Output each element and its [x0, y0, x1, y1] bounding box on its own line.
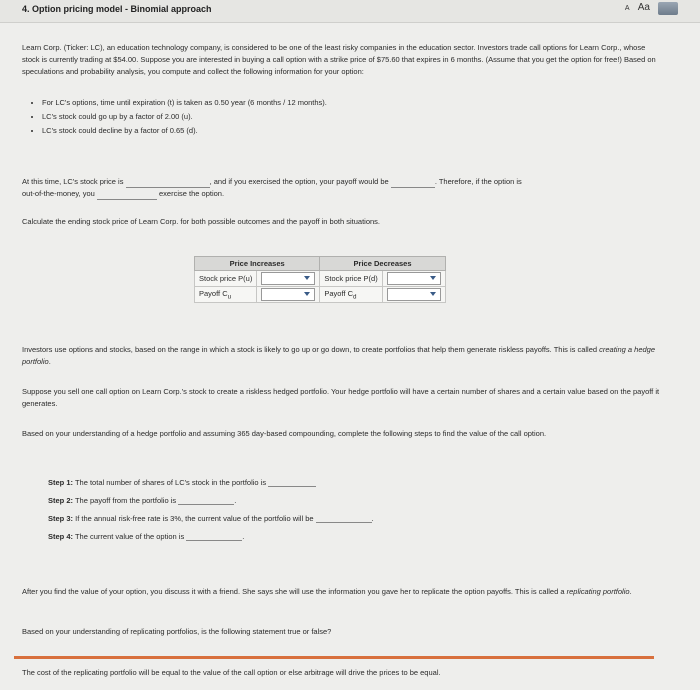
step-2: Step 2: The payoff from the portfolio is . [48, 496, 237, 505]
bullet-item: • For LC's options, time until expiration (t) is taken as 0.50 year (6 months / 12 months). [42, 96, 327, 110]
header-bar [0, 0, 700, 23]
moneyness-question [22, 176, 662, 200]
bullet-item: • LC's stock could go up by a factor of 2.00 (u). [42, 110, 327, 124]
step-1-dropdown[interactable] [268, 486, 316, 487]
font-size-control[interactable] [625, 2, 650, 13]
moneyness-text: exercise the option. [159, 189, 225, 198]
step-3: Step 3: If the annual risk-free rate is 3%, the current value of the portfolio will be . [48, 514, 374, 523]
payoff-down-select[interactable] [387, 288, 441, 301]
moneyness-text: . Therefore, if the option is [434, 177, 522, 186]
bullet-item: • LC's stock could decline by a factor of 0.65 (d). [42, 124, 327, 138]
step-4-input[interactable] [186, 540, 242, 541]
sell-paragraph: Suppose you sell one call option on Learn Corp.'s stock to create a riskless hedged portfolio. Your hedge portfolio will have a certain number of shares and a certain value based on the payoff it generates. [22, 387, 660, 408]
true-false-prompt: Based on your understanding of replicating portfolios, is the following statement true or false? [22, 627, 332, 636]
divider-line [14, 656, 654, 659]
bullet-list [28, 96, 327, 138]
logo-icon [658, 2, 678, 15]
exercise-dropdown[interactable] [97, 199, 157, 200]
step-4: Step 4: The current value of the option is . [48, 532, 245, 541]
price-increase-header: Price Increases [195, 257, 320, 271]
step-1: Step 1: The total number of shares of LC's stock in the portfolio is [48, 478, 316, 487]
page-title: 4. Option pricing model - Binomial approach [22, 4, 212, 14]
payoff-dropdown[interactable] [391, 187, 435, 188]
intro-paragraph: Learn Corp. (Ticker: LC), an education technology company, is considered to be one of the least risky companies in the education sector. Investors trade call options for Learn Corp., whose stock is currently trading at $54.00. Suppose you are interested in buying a call option with a strike price of $75.60 that expires in 6 months. (Assume that you get the option for free!) Based on speculations and probability analysis, you compute and collect the following information for your option: [22, 43, 656, 76]
stock-price-down-label: Stock price P(d) [320, 271, 382, 287]
replicate-paragraph: After you find the value of your option, you discuss it with a friend. She says she will use the information you gave her to replicate the option payoffs. This is called a replicating portfolio. [22, 587, 632, 596]
step-2-input[interactable] [178, 504, 234, 505]
font-decrease-button[interactable]: A [624, 5, 630, 12]
payoff-table [194, 256, 446, 303]
hedge-intro: Investors use options and stocks, based on the range in which a stock is likely to go up or go down, to create portfolios that help them generate riskless payoffs. This is called creating a hedge portfolio. [22, 345, 656, 366]
stock-price-dropdown[interactable] [126, 187, 210, 188]
payoff-up-label: Payoff $C_u$ [195, 287, 257, 303]
moneyness-text: At this time, LC's stock price is [22, 177, 124, 186]
font-increase-button[interactable]: Aa [637, 2, 650, 13]
stock-price-up-select[interactable] [261, 272, 315, 285]
moneyness-text: , and if you exercised the option, your payoff would be [209, 177, 389, 186]
step-3-input[interactable] [316, 522, 372, 523]
payoff-down-label: Payoff $C_d$ [320, 287, 382, 303]
statement-text: The cost of the replicating portfolio will be equal to the value of the call option or else arbitrage will drive the prices to be equal. [22, 668, 441, 677]
stock-price-down-select[interactable] [387, 272, 441, 285]
stock-price-up-label: Stock price P(u) [195, 271, 257, 287]
calc-prompt: Calculate the ending stock price of Learn Corp. for both possible outcomes and the payoff in both situations. [22, 217, 380, 226]
based-paragraph: Based on your understanding of a hedge portfolio and assuming 365 day-based compounding, complete the following steps to find the value of the call option. [22, 429, 547, 438]
moneyness-text: out-of-the-money, you [22, 189, 95, 198]
price-decrease-header: Price Decreases [320, 257, 445, 271]
payoff-up-select[interactable] [261, 288, 315, 301]
